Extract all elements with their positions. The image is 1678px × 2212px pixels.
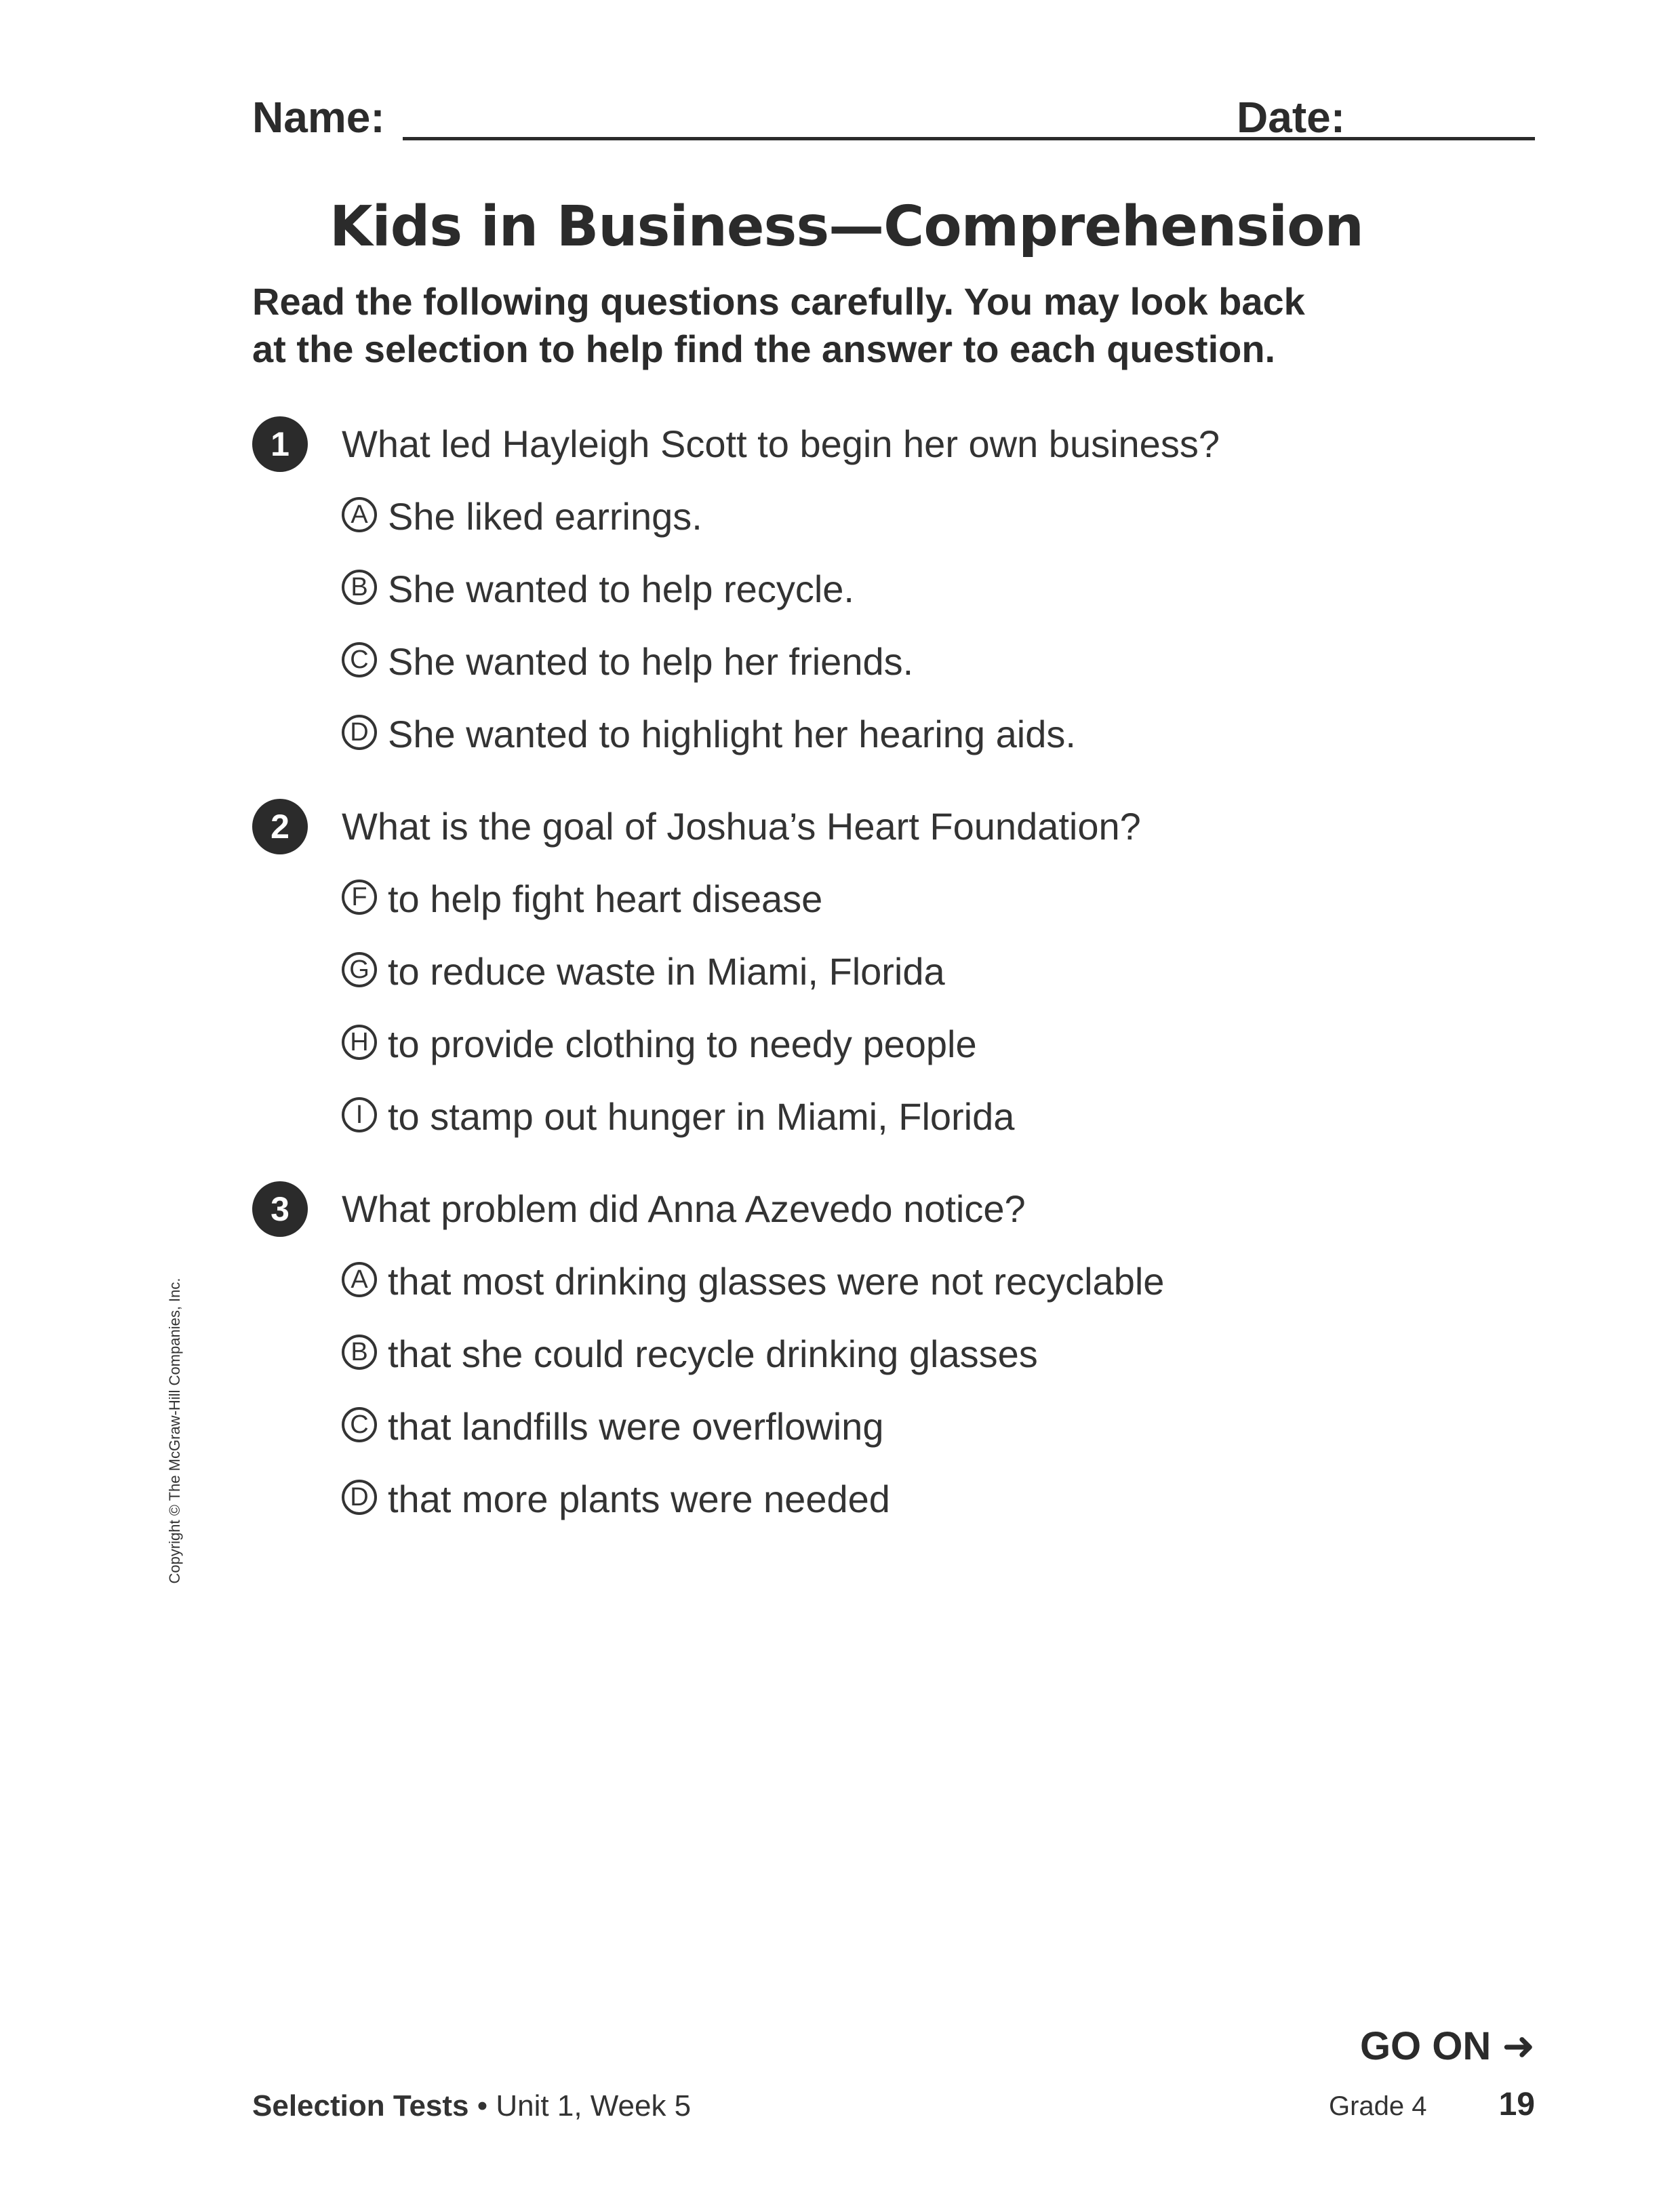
answer-bubble[interactable]: A [342,1262,377,1297]
answer-option[interactable] [342,1326,1494,1382]
footer-section: Selection Tests [252,2089,469,2122]
answer-text: that she could recycle drinking glasses [388,1332,1038,1375]
answer-option[interactable] [342,707,1494,762]
answer-text: that most drinking glasses were not recyclable [388,1260,1165,1303]
answer-bubble[interactable]: D [342,1480,377,1515]
answer-bubble[interactable]: A [342,497,377,532]
copyright-text: Copyright © The McGraw-Hill Companies, Inc. [166,1278,183,1584]
answer-option[interactable] [342,944,1494,1000]
answer-bubble[interactable]: B [342,570,377,605]
go-on-indicator: GO ON ➜ [1359,2024,1535,2068]
answer-option[interactable] [342,1472,1494,1527]
answer-option[interactable] [342,1254,1494,1309]
answer-text: She liked earrings. [388,495,702,538]
answer-bubble[interactable]: I [342,1097,377,1132]
answer-text: She wanted to help recycle. [388,568,854,610]
page-title: Kids in Business—Comprehension [329,195,1363,259]
answer-bubble[interactable]: H [342,1025,377,1060]
answer-text: that more plants were needed [388,1478,890,1520]
answer-text: to stamp out hunger in Miami, Florida [388,1095,1015,1138]
answer-text: that landfills were overflowing [388,1405,884,1448]
answer-text: She wanted to highlight her hearing aids. [388,713,1076,755]
answer-text: to provide clothing to needy people [388,1023,977,1065]
answer-bubble[interactable]: F [342,880,377,915]
answer-text: to reduce waste in Miami, Florida [388,950,945,993]
answer-option[interactable] [342,489,1494,545]
name-label: Name: [252,93,385,142]
question-number-badge: 3 [252,1181,308,1237]
answer-bubble[interactable]: C [342,1407,377,1442]
instructions [252,278,1418,373]
answer-text: She wanted to help her friends. [388,640,914,683]
answer-option[interactable] [342,1016,1494,1072]
answer-option[interactable] [342,1399,1494,1455]
page-number: 19 [1498,2087,1535,2122]
answer-option[interactable] [342,634,1494,690]
instructions-line-2: at the selection to help find the answer to each question. [252,328,1276,370]
answer-text: to help fight heart disease [388,877,823,920]
question-number-badge: 2 [252,799,308,854]
footer-grade: Grade 4 [1329,2091,1427,2121]
footer-separator: • [468,2089,496,2122]
question-text: What led Hayleigh Scott to begin her own business? [342,422,1220,465]
question-text: What problem did Anna Azevedo notice? [342,1187,1026,1230]
footer-unit: Unit 1, Week 5 [496,2089,692,2122]
answer-bubble[interactable]: G [342,952,377,987]
answer-option[interactable] [342,1089,1494,1145]
date-field[interactable] [1359,137,1535,140]
question-text: What is the goal of Joshua’s Heart Foundation? [342,805,1141,848]
footer-source [252,2086,691,2127]
answer-option[interactable] [342,871,1494,927]
answer-bubble[interactable]: C [342,642,377,677]
name-date-header [252,87,1535,148]
question-number-badge: 1 [252,416,308,472]
answer-option[interactable] [342,561,1494,617]
answer-bubble[interactable]: D [342,715,377,750]
instructions-line-1: Read the following questions carefully. You may look back [252,280,1305,323]
answer-bubble[interactable]: B [342,1335,377,1370]
date-label: Date: [1237,93,1346,142]
